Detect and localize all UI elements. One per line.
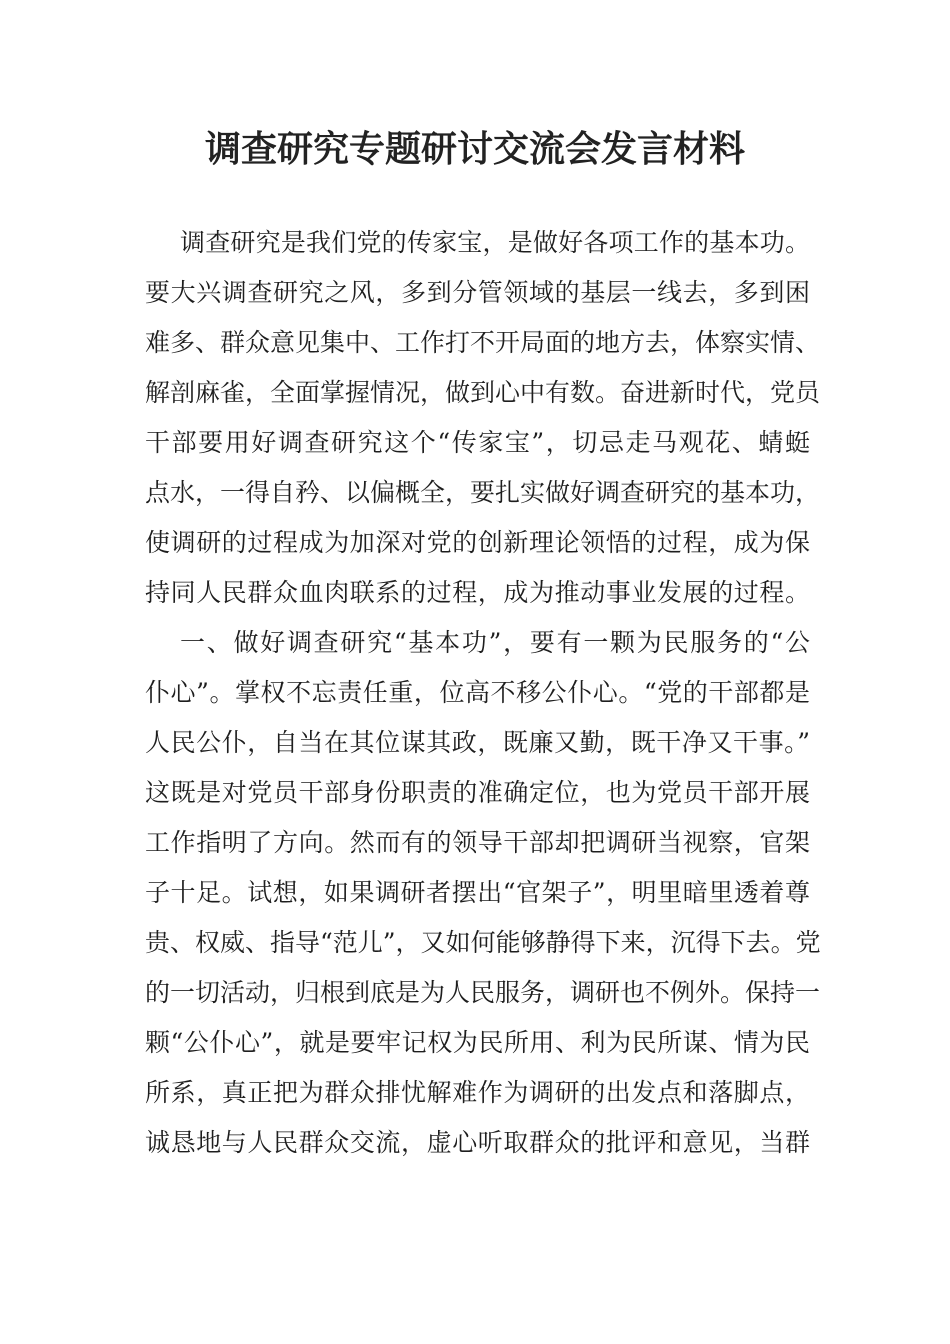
- text-line: 要大兴调查研究之风，多到分管领域的基层一线去，多到困: [145, 278, 810, 307]
- document-body: [145, 218, 821, 1168]
- text-line: 的一切活动，归根到底是为人民服务，调研也不例外。保持一: [145, 978, 821, 1007]
- text-line: 解剖麻雀，全面掌握情况，做到心中有数。奋进新时代，党员: [145, 378, 821, 407]
- text-line: 贵、权威、指导“范儿”，又如何能够静得下来，沉得下去。党: [145, 928, 821, 957]
- document-title: 调查研究专题研讨交流会发言材料: [204, 128, 745, 170]
- text-line: 干部要用好调查研究这个“传家宝”，切忌走马观花、蜻蜓: [145, 428, 810, 457]
- section-heading-line: 一、做好调查研究“基本功”，要有一颗为民服务的“公: [180, 628, 810, 657]
- text-line: 颗“公仆心”，就是要牢记权为民所用、利为民所谋、情为民: [145, 1028, 810, 1057]
- text-line: 持同人民群众血肉联系的过程，成为推动事业发展的过程。: [145, 578, 810, 607]
- text-line: 调查研究是我们党的传家宝，是做好各项工作的基本功。: [180, 228, 810, 257]
- text-line: 仆心”。掌权不忘责任重，位高不移公仆心。“党的干部都是: [145, 678, 810, 707]
- text-line: 使调研的过程成为加深对党的创新理论领悟的过程，成为保: [145, 528, 810, 557]
- text-line: 这既是对党员干部身份职责的准确定位，也为党员干部开展: [145, 778, 810, 807]
- text-line: 诚恳地与人民群众交流，虚心听取群众的批评和意见，当群: [145, 1128, 810, 1157]
- text-line: 工作指明了方向。然而有的领导干部却把调研当视察，官架: [145, 828, 810, 857]
- text-line: 难多、群众意见集中、工作打不开局面的地方去，体察实情、: [145, 328, 821, 357]
- text-line: 所系，真正把为群众排忧解难作为调研的出发点和落脚点，: [145, 1078, 810, 1107]
- text-line: 人民公仆，自当在其位谋其政，既廉又勤，既干净又干事。”: [145, 728, 810, 757]
- text-line: 子十足。试想，如果调研者摆出“官架子”，明里暗里透着尊: [145, 878, 810, 907]
- text-line: 点水，一得自矜、以偏概全，要扎实做好调查研究的基本功，: [145, 478, 821, 507]
